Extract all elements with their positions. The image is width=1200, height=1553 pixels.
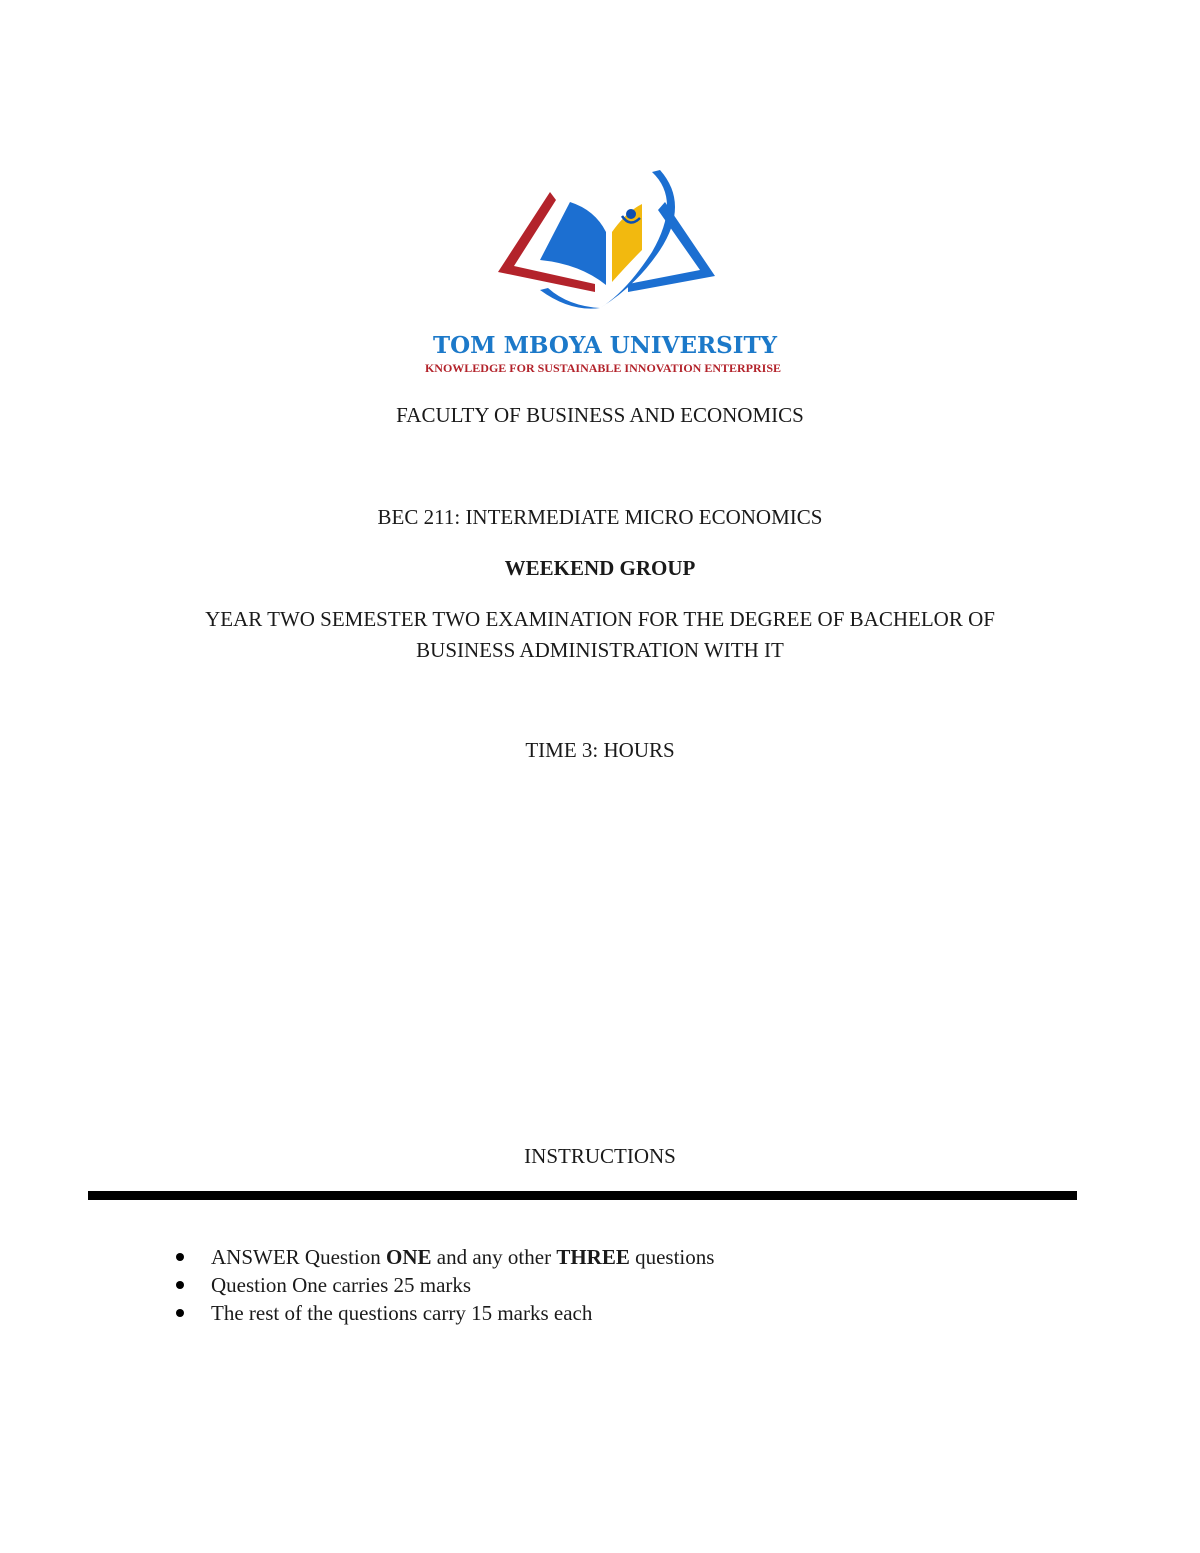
university-logo [390,160,820,385]
exam-duration: TIME 3: HOURS [525,738,675,762]
list-item [172,1299,714,1327]
group-label: WEEKEND GROUP [504,556,696,580]
instruction-bold: ONE [386,1245,432,1269]
open-book-logo-graphic [390,160,820,385]
instruction-bold: THREE [556,1245,630,1269]
logo-motto: KNOWLEDGE FOR SUSTAINABLE INNOVATION ENTERPRISE [424,361,782,375]
list-item [172,1243,714,1271]
horizontal-divider [88,1191,1077,1200]
instructions-list [172,1243,714,1327]
instructions-heading: INSTRUCTIONS [524,1144,676,1168]
instruction-text: questions [629,1245,715,1269]
list-item [172,1271,714,1299]
course-title: BEC 211: INTERMEDIATE MICRO ECONOMICS [377,505,823,529]
bullet-icon [176,1281,184,1289]
instruction-text: and any other [431,1245,557,1269]
bullet-icon [176,1253,184,1261]
instruction-text: ANSWER Question [211,1245,386,1269]
exam-description-line-1: YEAR TWO SEMESTER TWO EXAMINATION FOR THE DEGREE OF BACHELOR OF [205,607,995,631]
exam-description-line-2: BUSINESS ADMINISTRATION WITH IT [416,638,784,662]
bullet-icon [176,1309,184,1317]
instruction-text: The rest of the questions carry 15 marks each [211,1301,593,1325]
faculty-title: FACULTY OF BUSINESS AND ECONOMICS [396,403,804,427]
logo-university-name: TOM MBOYA UNIVERSITY [432,332,778,359]
instruction-text: Question One carries 25 marks [211,1273,472,1297]
